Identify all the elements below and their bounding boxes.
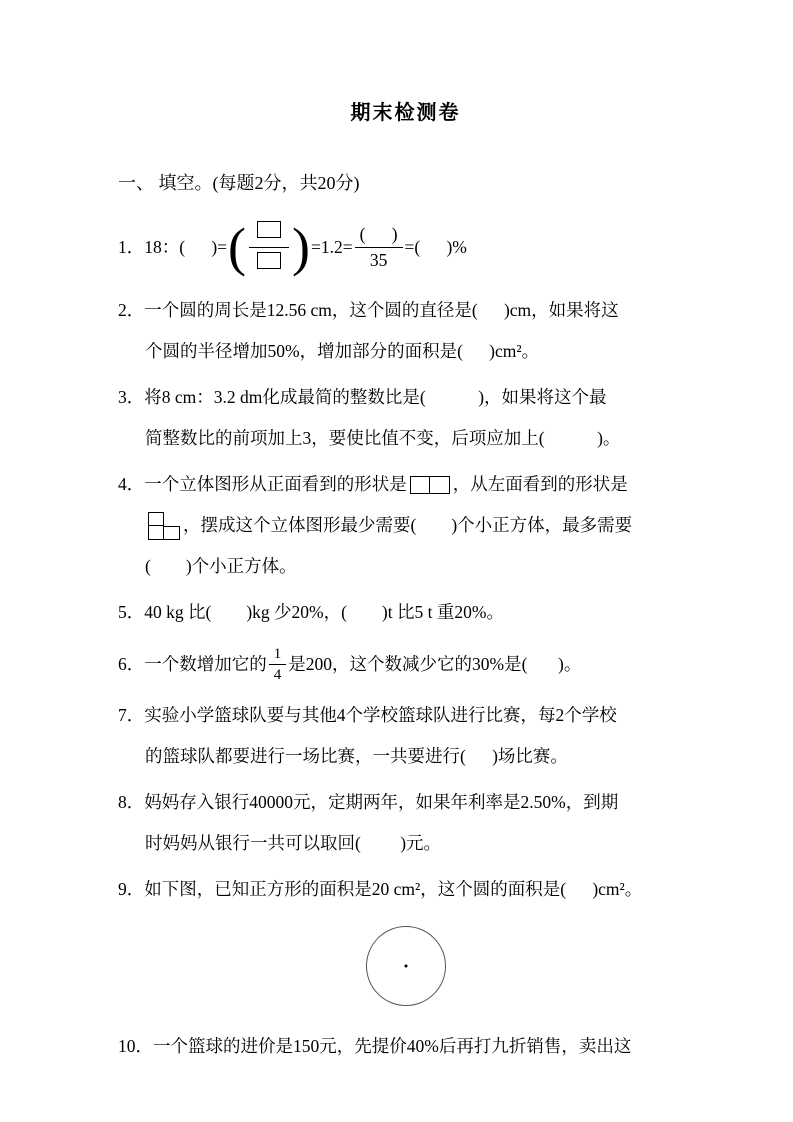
one-quarter-fraction bbox=[269, 645, 287, 684]
question-line bbox=[118, 638, 693, 690]
q1-text-post: =( )% bbox=[404, 236, 467, 257]
q4-text-line2-post: ，摆成这个立体图形最少需要( )个小正方体，最多需要 bbox=[183, 515, 633, 535]
question-1 bbox=[118, 209, 693, 285]
question-line bbox=[118, 546, 693, 587]
question-line bbox=[118, 505, 693, 546]
q8-text-line1: 8．妈妈存入银行40000元，定期两年，如果年利率是2.50%，到期 bbox=[118, 792, 619, 812]
circle-figure bbox=[118, 926, 693, 1006]
fraction-denominator bbox=[254, 248, 284, 276]
fraction-denominator: 4 bbox=[273, 667, 282, 683]
question-line bbox=[118, 418, 693, 459]
fraction-over-35 bbox=[355, 223, 403, 271]
circle bbox=[366, 926, 446, 1006]
q5-text-line1: 5．40 kg 比( )kg 少20%，( )t 比5 t 重20%。 bbox=[118, 602, 504, 622]
q1-text-pre: 1．18：( )= bbox=[118, 236, 228, 257]
fraction-numerator: ( ) bbox=[355, 223, 403, 248]
square-cell bbox=[148, 526, 164, 540]
square-cell bbox=[148, 512, 164, 526]
fraction-numerator bbox=[249, 218, 289, 248]
question-line bbox=[118, 695, 693, 736]
question-3 bbox=[118, 377, 693, 459]
blank-box bbox=[257, 252, 281, 269]
q7-text-line2: 的篮球队都要进行一场比赛，一共要进行( )场比赛。 bbox=[145, 746, 568, 766]
question-line bbox=[118, 464, 693, 505]
big-paren-right: ) bbox=[292, 217, 310, 277]
question-2 bbox=[118, 290, 693, 372]
circle-center-dot bbox=[404, 965, 407, 968]
question-9 bbox=[118, 869, 693, 1006]
q4-text-line1-post: ，从左面看到的形状是 bbox=[452, 474, 628, 494]
page-title: 期末检测卷 bbox=[350, 102, 461, 124]
question-line bbox=[118, 782, 693, 823]
q8-text-line2: 时妈妈从银行一共可以取回( )元。 bbox=[145, 833, 442, 853]
q2-text-line1: 2．一个圆的周长是12.56 cm，这个圆的直径是( )cm，如果将这 bbox=[118, 300, 619, 320]
cube-left-view-shape bbox=[148, 512, 180, 540]
question-8 bbox=[118, 782, 693, 864]
fraction-denominator: 35 bbox=[369, 250, 388, 270]
q9-text-line1: 9．如下图，已知正方形的面积是20 cm²，这个圆的面积是( )cm²。 bbox=[118, 879, 643, 899]
q3-text-line2: 简整数比的前项加上3，要使比值不变，后项应加上( )。 bbox=[145, 428, 621, 448]
q1-text-mid: =1.2= bbox=[311, 236, 353, 257]
blank-box bbox=[257, 221, 281, 238]
question-line bbox=[118, 823, 693, 864]
q2-text-line2: 个圆的半径增加50%，增加部分的面积是( )cm²。 bbox=[145, 341, 540, 361]
q6-text-post: 是200，这个数减少它的30%是( )。 bbox=[288, 653, 582, 674]
square-cell bbox=[410, 476, 430, 494]
q10-text-line1: 10．一个篮球的进价是150元，先提价40%后再打九折销售，卖出这 bbox=[118, 1036, 632, 1056]
square-cell bbox=[164, 526, 180, 540]
question-5 bbox=[118, 592, 693, 633]
question-line bbox=[118, 869, 693, 910]
question-line bbox=[118, 736, 693, 777]
question-7 bbox=[118, 695, 693, 777]
question-line bbox=[118, 377, 693, 418]
question-line bbox=[118, 592, 693, 633]
q7-text-line1: 7．实验小学篮球队要与其他4个学校篮球队进行比赛，每2个学校 bbox=[118, 705, 617, 725]
fraction-numerator: 1 bbox=[269, 645, 287, 666]
q4-text-line1-pre: 4．一个立体图形从正面看到的形状是 bbox=[118, 474, 407, 494]
empty-box-fraction bbox=[249, 218, 289, 276]
q4-text-line3: ( )个小正方体。 bbox=[145, 556, 297, 576]
question-6 bbox=[118, 638, 693, 690]
section-header: 一、 填空。(每题2分，共20分) bbox=[118, 173, 360, 193]
question-line bbox=[118, 331, 693, 372]
cube-front-view-shape bbox=[410, 476, 450, 494]
q6-text-pre: 6．一个数增加它的 bbox=[118, 653, 267, 674]
square-cell bbox=[430, 476, 450, 494]
question-line bbox=[118, 209, 693, 285]
q3-text-line1: 3．将8 cm：3.2 dm化成最简的整数比是( )，如果将这个最 bbox=[118, 387, 607, 407]
question-line bbox=[118, 290, 693, 331]
question-line bbox=[118, 1026, 693, 1067]
question-4 bbox=[118, 464, 693, 587]
question-10 bbox=[118, 1026, 693, 1067]
big-paren-left: ( bbox=[228, 217, 247, 277]
